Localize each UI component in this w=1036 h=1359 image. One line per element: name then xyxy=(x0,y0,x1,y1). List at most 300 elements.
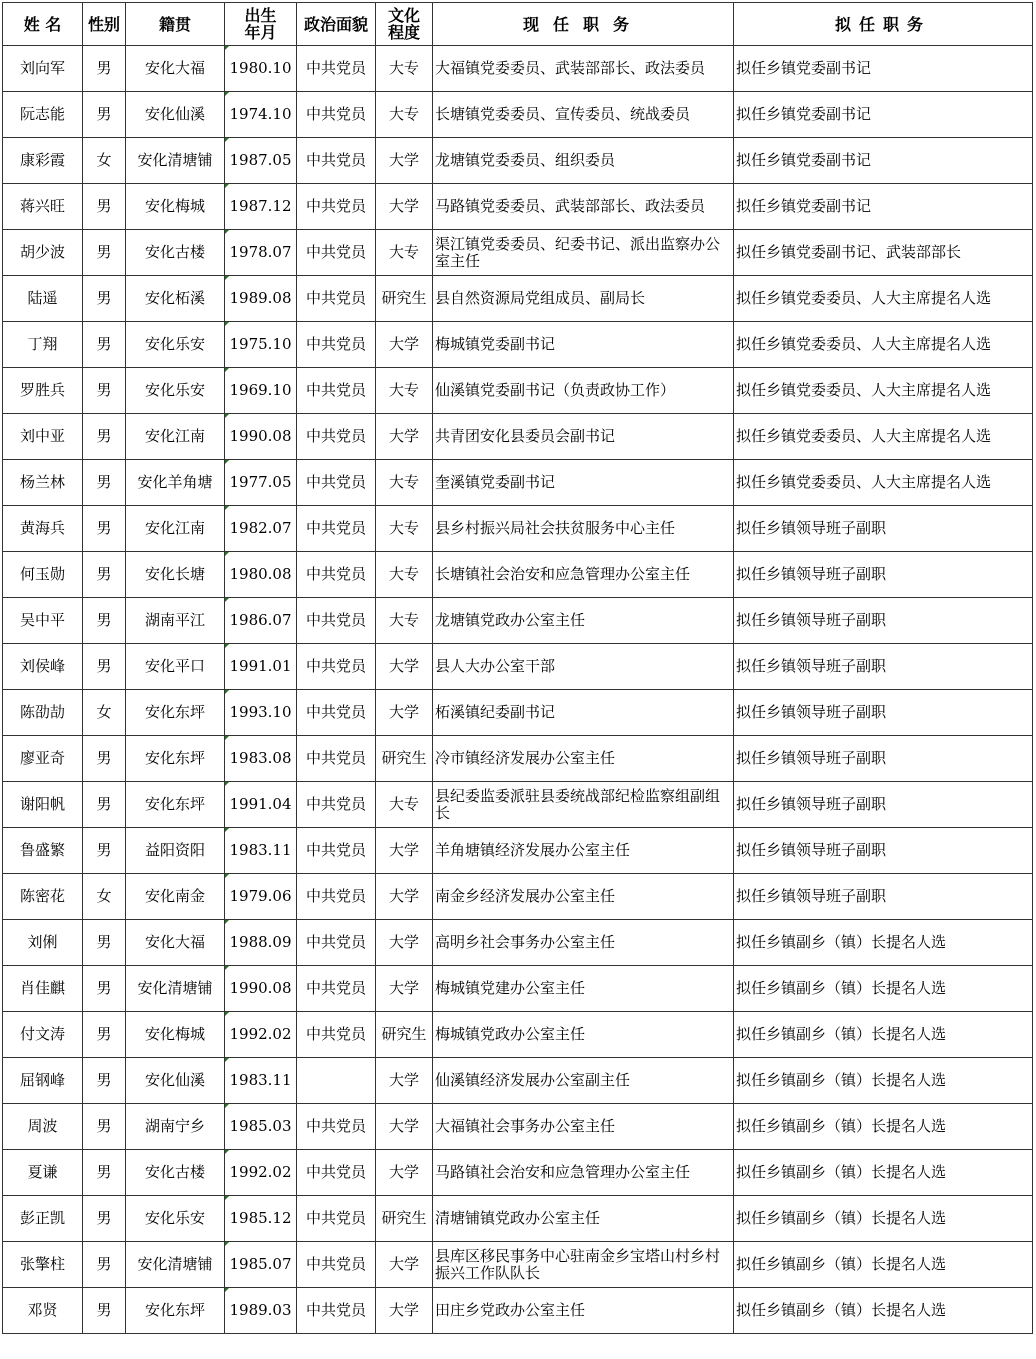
cell-marker-icon xyxy=(225,874,229,878)
table-row xyxy=(3,230,1033,276)
birth-text: 1990.08 xyxy=(229,427,292,445)
cell-current-position: 梅城镇党政办公室主任 xyxy=(433,1012,734,1058)
cell-political: 中共党员 xyxy=(297,874,376,920)
cell-birth xyxy=(225,1242,297,1288)
cell-education: 大学 xyxy=(376,1288,433,1334)
cell-gender: 男 xyxy=(83,506,126,552)
cell-name: 陈密花 xyxy=(3,874,83,920)
cell-birth xyxy=(225,322,297,368)
cell-marker-icon xyxy=(225,276,229,280)
cell-education: 大学 xyxy=(376,1104,433,1150)
cell-gender: 男 xyxy=(83,46,126,92)
table-row xyxy=(3,920,1033,966)
cell-current-position: 梅城镇党建办公室主任 xyxy=(433,966,734,1012)
cell-political xyxy=(297,1058,376,1104)
birth-text: 1985.03 xyxy=(229,1117,292,1135)
cell-name: 刘中亚 xyxy=(3,414,83,460)
cell-political: 中共党员 xyxy=(297,46,376,92)
cell-gender: 男 xyxy=(83,230,126,276)
cell-current-position: 共青团安化县委员会副书记 xyxy=(433,414,734,460)
cell-proposed-position: 拟任乡镇党委委员、人大主席提名人选 xyxy=(734,322,1033,368)
cell-current-position: 仙溪镇经济发展办公室副主任 xyxy=(433,1058,734,1104)
cell-political: 中共党员 xyxy=(297,644,376,690)
cell-proposed-position: 拟任乡镇领导班子副职 xyxy=(734,782,1033,828)
cell-education: 大学 xyxy=(376,874,433,920)
table-header xyxy=(3,3,1033,46)
cell-proposed-position: 拟任乡镇党委副书记 xyxy=(734,138,1033,184)
cell-origin: 安化古楼 xyxy=(126,1150,225,1196)
cell-current-position: 田庄乡党政办公室主任 xyxy=(433,1288,734,1334)
cell-birth xyxy=(225,368,297,414)
cell-political: 中共党员 xyxy=(297,1196,376,1242)
header-birth xyxy=(225,3,297,46)
cell-birth xyxy=(225,184,297,230)
cell-origin: 安化江南 xyxy=(126,506,225,552)
cell-proposed-position: 拟任乡镇副乡（镇）长提名人选 xyxy=(734,1104,1033,1150)
cell-gender: 男 xyxy=(83,736,126,782)
cell-political: 中共党员 xyxy=(297,92,376,138)
birth-text: 1983.08 xyxy=(229,749,292,767)
cell-education: 大专 xyxy=(376,460,433,506)
cell-proposed-position: 拟任乡镇领导班子副职 xyxy=(734,736,1033,782)
cell-name: 付文涛 xyxy=(3,1012,83,1058)
table-row xyxy=(3,276,1033,322)
cell-gender: 男 xyxy=(83,1012,126,1058)
cell-gender: 男 xyxy=(83,460,126,506)
cell-education: 大专 xyxy=(376,552,433,598)
birth-text: 1989.03 xyxy=(229,1301,292,1319)
cell-current-position: 羊角塘镇经济发展办公室主任 xyxy=(433,828,734,874)
cell-gender: 男 xyxy=(83,1196,126,1242)
cell-gender: 男 xyxy=(83,414,126,460)
cell-origin: 安化仙溪 xyxy=(126,92,225,138)
birth-text: 1987.12 xyxy=(229,197,292,215)
cell-proposed-position: 拟任乡镇副乡（镇）长提名人选 xyxy=(734,1150,1033,1196)
cell-current-position: 奎溪镇党委副书记 xyxy=(433,460,734,506)
cell-origin: 安化仙溪 xyxy=(126,1058,225,1104)
cell-proposed-position: 拟任乡镇副乡（镇）长提名人选 xyxy=(734,920,1033,966)
birth-text: 1993.10 xyxy=(229,703,292,721)
cell-origin: 湖南宁乡 xyxy=(126,1104,225,1150)
cell-current-position: 马路镇党委委员、武装部部长、政法委员 xyxy=(433,184,734,230)
table-row xyxy=(3,184,1033,230)
cell-current-position: 县乡村振兴局社会扶贫服务中心主任 xyxy=(433,506,734,552)
cell-current-position: 县纪委监委派驻县委统战部纪检监察组副组长 xyxy=(433,782,734,828)
cell-birth xyxy=(225,966,297,1012)
cell-education: 大学 xyxy=(376,920,433,966)
cell-name: 屈钢峰 xyxy=(3,1058,83,1104)
cell-proposed-position: 拟任乡镇领导班子副职 xyxy=(734,598,1033,644)
cell-marker-icon xyxy=(225,966,229,970)
table-row xyxy=(3,506,1033,552)
cell-gender: 男 xyxy=(83,1058,126,1104)
cell-education: 研究生 xyxy=(376,1012,433,1058)
cell-current-position: 县自然资源局党组成员、副局长 xyxy=(433,276,734,322)
birth-text: 1982.07 xyxy=(229,519,292,537)
cell-marker-icon xyxy=(225,230,229,234)
cell-name: 刘向军 xyxy=(3,46,83,92)
cell-gender: 男 xyxy=(83,184,126,230)
table-row xyxy=(3,46,1033,92)
header-edu-line2: 程度 xyxy=(387,23,420,42)
cell-political: 中共党员 xyxy=(297,1150,376,1196)
cell-birth xyxy=(225,782,297,828)
cell-political: 中共党员 xyxy=(297,920,376,966)
cell-political: 中共党员 xyxy=(297,598,376,644)
cell-name: 邓贤 xyxy=(3,1288,83,1334)
cell-education: 大学 xyxy=(376,1150,433,1196)
cell-marker-icon xyxy=(225,368,229,372)
cell-marker-icon xyxy=(225,138,229,142)
cell-current-position: 大福镇社会事务办公室主任 xyxy=(433,1104,734,1150)
cell-birth xyxy=(225,644,297,690)
birth-text: 1992.02 xyxy=(229,1025,292,1043)
cell-proposed-position: 拟任乡镇党委委员、人大主席提名人选 xyxy=(734,368,1033,414)
header-row xyxy=(3,3,1033,46)
cell-education: 大专 xyxy=(376,598,433,644)
cell-name: 丁翔 xyxy=(3,322,83,368)
cell-marker-icon xyxy=(225,690,229,694)
cell-marker-icon xyxy=(225,1196,229,1200)
header-gender: 性别 xyxy=(83,3,126,46)
cell-marker-icon xyxy=(225,414,229,418)
cell-current-position: 马路镇社会治安和应急管理办公室主任 xyxy=(433,1150,734,1196)
cell-marker-icon xyxy=(225,598,229,602)
cell-gender: 女 xyxy=(83,690,126,736)
cell-current-position: 龙塘镇党政办公室主任 xyxy=(433,598,734,644)
cell-education: 研究生 xyxy=(376,1196,433,1242)
cell-current-position: 清塘铺镇党政办公室主任 xyxy=(433,1196,734,1242)
cell-education: 研究生 xyxy=(376,276,433,322)
cell-political: 中共党员 xyxy=(297,230,376,276)
cell-marker-icon xyxy=(225,782,229,786)
cell-education: 大专 xyxy=(376,230,433,276)
birth-text: 1977.05 xyxy=(229,473,292,491)
cell-current-position: 长塘镇社会治安和应急管理办公室主任 xyxy=(433,552,734,598)
cell-origin: 安化长塘 xyxy=(126,552,225,598)
cell-origin: 安化清塘铺 xyxy=(126,966,225,1012)
cell-education: 大学 xyxy=(376,966,433,1012)
cell-origin: 安化清塘铺 xyxy=(126,1242,225,1288)
cell-gender: 男 xyxy=(83,1242,126,1288)
cell-marker-icon xyxy=(225,322,229,326)
cell-current-position: 长塘镇党委委员、宣传委员、统战委员 xyxy=(433,92,734,138)
cell-gender: 男 xyxy=(83,966,126,1012)
cell-birth xyxy=(225,138,297,184)
cell-political: 中共党员 xyxy=(297,552,376,598)
cell-proposed-position: 拟任乡镇副乡（镇）长提名人选 xyxy=(734,1012,1033,1058)
cell-political: 中共党员 xyxy=(297,276,376,322)
table-row xyxy=(3,736,1033,782)
cell-name: 康彩霞 xyxy=(3,138,83,184)
cell-current-position: 高明乡社会事务办公室主任 xyxy=(433,920,734,966)
cell-political: 中共党员 xyxy=(297,1104,376,1150)
table-row xyxy=(3,368,1033,414)
cell-origin: 安化乐安 xyxy=(126,322,225,368)
table-row xyxy=(3,1242,1033,1288)
cell-name: 张擎柱 xyxy=(3,1242,83,1288)
cell-name: 刘俐 xyxy=(3,920,83,966)
cell-name: 夏谦 xyxy=(3,1150,83,1196)
table-row xyxy=(3,1288,1033,1334)
cell-marker-icon xyxy=(225,92,229,96)
cell-education: 大专 xyxy=(376,506,433,552)
cell-political: 中共党员 xyxy=(297,1012,376,1058)
cell-origin: 湖南平江 xyxy=(126,598,225,644)
table-row xyxy=(3,966,1033,1012)
cell-gender: 男 xyxy=(83,828,126,874)
cell-name: 何玉勋 xyxy=(3,552,83,598)
cell-birth xyxy=(225,920,297,966)
birth-text: 1991.01 xyxy=(229,657,292,675)
cell-proposed-position: 拟任乡镇党委委员、人大主席提名人选 xyxy=(734,276,1033,322)
cell-proposed-position: 拟任乡镇党委委员、人大主席提名人选 xyxy=(734,414,1033,460)
header-education xyxy=(376,3,433,46)
cell-proposed-position: 拟任乡镇领导班子副职 xyxy=(734,506,1033,552)
cell-birth xyxy=(225,506,297,552)
cell-name: 陆遥 xyxy=(3,276,83,322)
cell-proposed-position: 拟任乡镇副乡（镇）长提名人选 xyxy=(734,966,1033,1012)
cell-education: 大学 xyxy=(376,828,433,874)
birth-text: 1985.12 xyxy=(229,1209,292,1227)
cell-birth xyxy=(225,92,297,138)
table-row xyxy=(3,1104,1033,1150)
cell-marker-icon xyxy=(225,644,229,648)
cell-birth xyxy=(225,276,297,322)
cell-marker-icon xyxy=(225,506,229,510)
cell-gender: 男 xyxy=(83,598,126,644)
cell-current-position: 渠江镇党委委员、纪委书记、派出监察办公室主任 xyxy=(433,230,734,276)
birth-text: 1989.08 xyxy=(229,289,292,307)
cell-education: 大专 xyxy=(376,46,433,92)
header-name: 姓 名 xyxy=(3,3,83,46)
cell-marker-icon xyxy=(225,552,229,556)
cell-political: 中共党员 xyxy=(297,736,376,782)
cell-political: 中共党员 xyxy=(297,322,376,368)
cell-political: 中共党员 xyxy=(297,414,376,460)
birth-text: 1978.07 xyxy=(229,243,292,261)
cell-proposed-position: 拟任乡镇党委副书记 xyxy=(734,184,1033,230)
table-body xyxy=(3,46,1033,1334)
cell-political: 中共党员 xyxy=(297,690,376,736)
cell-education: 研究生 xyxy=(376,736,433,782)
cell-marker-icon xyxy=(225,460,229,464)
cell-gender: 男 xyxy=(83,322,126,368)
cell-political: 中共党员 xyxy=(297,460,376,506)
birth-text: 1980.08 xyxy=(229,565,292,583)
table-row xyxy=(3,460,1033,506)
header-political: 政治面貌 xyxy=(297,3,376,46)
header-origin: 籍贯 xyxy=(126,3,225,46)
table-row xyxy=(3,644,1033,690)
cell-origin: 安化大福 xyxy=(126,920,225,966)
cell-name: 阮志能 xyxy=(3,92,83,138)
cell-marker-icon xyxy=(225,1242,229,1246)
birth-text: 1992.02 xyxy=(229,1163,292,1181)
cell-origin: 安化羊角塘 xyxy=(126,460,225,506)
birth-text: 1987.05 xyxy=(229,151,292,169)
table-row xyxy=(3,1150,1033,1196)
cell-origin: 安化清塘铺 xyxy=(126,138,225,184)
birth-text: 1974.10 xyxy=(229,105,292,123)
birth-text: 1988.09 xyxy=(229,933,292,951)
cell-proposed-position: 拟任乡镇领导班子副职 xyxy=(734,874,1033,920)
cell-birth xyxy=(225,690,297,736)
birth-text: 1975.10 xyxy=(229,335,292,353)
cell-birth xyxy=(225,230,297,276)
cell-origin: 益阳资阳 xyxy=(126,828,225,874)
cell-name: 胡少波 xyxy=(3,230,83,276)
cell-marker-icon xyxy=(225,920,229,924)
cell-political: 中共党员 xyxy=(297,966,376,1012)
cell-birth xyxy=(225,1150,297,1196)
cell-gender: 男 xyxy=(83,782,126,828)
cell-gender: 男 xyxy=(83,276,126,322)
birth-text: 1985.07 xyxy=(229,1255,292,1273)
cell-birth xyxy=(225,1058,297,1104)
cell-birth xyxy=(225,1104,297,1150)
cell-political: 中共党员 xyxy=(297,782,376,828)
table-row xyxy=(3,782,1033,828)
cell-origin: 安化南金 xyxy=(126,874,225,920)
cell-origin: 安化古楼 xyxy=(126,230,225,276)
cell-marker-icon xyxy=(225,1288,229,1292)
cell-current-position: 县人大办公室干部 xyxy=(433,644,734,690)
cell-marker-icon xyxy=(225,828,229,832)
cell-proposed-position: 拟任乡镇副乡（镇）长提名人选 xyxy=(734,1242,1033,1288)
cell-name: 廖亚奇 xyxy=(3,736,83,782)
cell-birth xyxy=(225,1012,297,1058)
cell-gender: 女 xyxy=(83,138,126,184)
cell-gender: 女 xyxy=(83,874,126,920)
cell-marker-icon xyxy=(225,46,229,50)
cell-education: 大学 xyxy=(376,414,433,460)
table-row xyxy=(3,1012,1033,1058)
cell-birth xyxy=(225,874,297,920)
birth-text: 1986.07 xyxy=(229,611,292,629)
table-row xyxy=(3,690,1033,736)
cell-name: 罗胜兵 xyxy=(3,368,83,414)
cell-current-position: 柘溪镇纪委副书记 xyxy=(433,690,734,736)
cell-political: 中共党员 xyxy=(297,1242,376,1288)
cell-origin: 安化乐安 xyxy=(126,1196,225,1242)
cell-name: 黄海兵 xyxy=(3,506,83,552)
cell-origin: 安化东坪 xyxy=(126,690,225,736)
table-row xyxy=(3,414,1033,460)
cell-proposed-position: 拟任乡镇副乡（镇）长提名人选 xyxy=(734,1058,1033,1104)
cell-education: 大专 xyxy=(376,782,433,828)
cell-name: 鲁盛繁 xyxy=(3,828,83,874)
table-row xyxy=(3,598,1033,644)
cell-proposed-position: 拟任乡镇党委副书记、武装部部长 xyxy=(734,230,1033,276)
cell-origin: 安化东坪 xyxy=(126,1288,225,1334)
cell-proposed-position: 拟任乡镇党委副书记 xyxy=(734,92,1033,138)
cell-education: 大学 xyxy=(376,322,433,368)
cell-political: 中共党员 xyxy=(297,506,376,552)
cell-name: 蒋兴旺 xyxy=(3,184,83,230)
header-edu-line1: 文化 xyxy=(387,6,420,25)
cell-name: 彭正凯 xyxy=(3,1196,83,1242)
cell-political: 中共党员 xyxy=(297,184,376,230)
cell-proposed-position: 拟任乡镇副乡（镇）长提名人选 xyxy=(734,1288,1033,1334)
birth-text: 1983.11 xyxy=(229,1071,292,1089)
cell-education: 大学 xyxy=(376,1058,433,1104)
cell-birth xyxy=(225,828,297,874)
cell-marker-icon xyxy=(225,184,229,188)
cell-birth xyxy=(225,1288,297,1334)
header-birth-line2: 年月 xyxy=(244,23,277,42)
cell-birth xyxy=(225,552,297,598)
cell-education: 大专 xyxy=(376,368,433,414)
header-current-position: 现任职务 xyxy=(433,3,734,46)
cell-origin: 安化梅城 xyxy=(126,1012,225,1058)
cell-proposed-position: 拟任乡镇领导班子副职 xyxy=(734,690,1033,736)
cell-origin: 安化东坪 xyxy=(126,736,225,782)
cell-origin: 安化柘溪 xyxy=(126,276,225,322)
cell-birth xyxy=(225,598,297,644)
birth-text: 1990.08 xyxy=(229,979,292,997)
table-row xyxy=(3,1196,1033,1242)
birth-text: 1979.06 xyxy=(229,887,292,905)
cell-birth xyxy=(225,46,297,92)
cell-current-position: 梅城镇党委副书记 xyxy=(433,322,734,368)
cell-marker-icon xyxy=(225,1058,229,1062)
cell-marker-icon xyxy=(225,736,229,740)
cell-education: 大学 xyxy=(376,1242,433,1288)
cell-marker-icon xyxy=(225,1012,229,1016)
cell-gender: 男 xyxy=(83,92,126,138)
cell-education: 大学 xyxy=(376,138,433,184)
header-birth-line1: 出生 xyxy=(244,6,277,25)
cell-birth xyxy=(225,460,297,506)
cell-birth xyxy=(225,736,297,782)
cell-name: 陈劭劼 xyxy=(3,690,83,736)
cell-education: 大学 xyxy=(376,184,433,230)
cell-political: 中共党员 xyxy=(297,1288,376,1334)
cell-origin: 安化江南 xyxy=(126,414,225,460)
table-row xyxy=(3,92,1033,138)
cell-proposed-position: 拟任乡镇领导班子副职 xyxy=(734,828,1033,874)
cell-origin: 安化大福 xyxy=(126,46,225,92)
cell-current-position: 仙溪镇党委副书记（负责政协工作） xyxy=(433,368,734,414)
table-row xyxy=(3,138,1033,184)
cell-current-position: 大福镇党委委员、武装部部长、政法委员 xyxy=(433,46,734,92)
cell-current-position: 龙塘镇党委委员、组织委员 xyxy=(433,138,734,184)
cell-political: 中共党员 xyxy=(297,138,376,184)
table-row xyxy=(3,1058,1033,1104)
cell-political: 中共党员 xyxy=(297,368,376,414)
cell-origin: 安化乐安 xyxy=(126,368,225,414)
cell-gender: 男 xyxy=(83,1150,126,1196)
cell-name: 刘侯峰 xyxy=(3,644,83,690)
cell-current-position: 县库区移民事务中心驻南金乡宝塔山村乡村振兴工作队队长 xyxy=(433,1242,734,1288)
cell-current-position: 冷市镇经济发展办公室主任 xyxy=(433,736,734,782)
birth-text: 1980.10 xyxy=(229,59,292,77)
birth-text: 1983.11 xyxy=(229,841,292,859)
cell-proposed-position: 拟任乡镇党委副书记 xyxy=(734,46,1033,92)
cell-gender: 男 xyxy=(83,920,126,966)
cell-proposed-position: 拟任乡镇党委委员、人大主席提名人选 xyxy=(734,460,1033,506)
table-row xyxy=(3,552,1033,598)
cell-birth xyxy=(225,414,297,460)
cell-name: 吴中平 xyxy=(3,598,83,644)
cell-education: 大专 xyxy=(376,92,433,138)
cell-current-position: 南金乡经济发展办公室主任 xyxy=(433,874,734,920)
cell-name: 肖佳麒 xyxy=(3,966,83,1012)
cell-birth xyxy=(225,1196,297,1242)
cell-proposed-position: 拟任乡镇领导班子副职 xyxy=(734,644,1033,690)
cell-origin: 安化平口 xyxy=(126,644,225,690)
